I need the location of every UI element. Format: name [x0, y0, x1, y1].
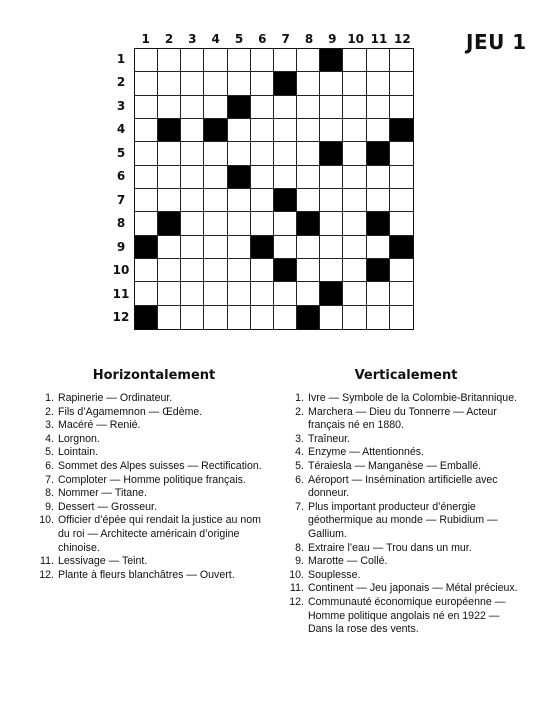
clue-number: 6. — [45, 459, 54, 472]
horizontal-clue-list — [36, 392, 272, 582]
grid-cell[interactable] — [204, 166, 227, 189]
clue-item — [286, 569, 526, 583]
grid-cell[interactable] — [204, 96, 227, 119]
grid-cell[interactable] — [367, 282, 390, 305]
grid-cell[interactable] — [181, 142, 204, 165]
grid-cell[interactable] — [274, 212, 297, 235]
clue-item — [286, 406, 526, 433]
grid-cell[interactable] — [204, 306, 227, 329]
grid-cell[interactable] — [135, 142, 158, 165]
grid-cell[interactable] — [135, 96, 158, 119]
grid-cell[interactable] — [367, 166, 390, 189]
clue-text: Nommer — Titane. — [58, 487, 147, 500]
grid-cell[interactable] — [181, 166, 204, 189]
grid-cell[interactable] — [181, 49, 204, 72]
clue-text: Lointain. — [58, 446, 99, 459]
grid-cell[interactable] — [274, 49, 297, 72]
grid-cell[interactable] — [297, 189, 320, 212]
clue-number: 12. — [39, 568, 54, 581]
grid-cell[interactable] — [390, 142, 413, 165]
grid-cell[interactable] — [204, 236, 227, 259]
grid-cell[interactable] — [251, 166, 274, 189]
grid-cell[interactable] — [297, 282, 320, 305]
clue-text: Extraire l’eau — Trou dans un mur. — [308, 541, 472, 554]
grid-cell[interactable] — [135, 166, 158, 189]
grid-cell[interactable] — [228, 119, 251, 142]
grid-cell[interactable] — [181, 96, 204, 119]
grid-cell[interactable] — [320, 189, 343, 212]
grid-cell[interactable] — [204, 189, 227, 212]
clue-item — [36, 419, 272, 433]
clue-item — [36, 392, 272, 406]
grid-cell[interactable] — [228, 189, 251, 212]
grid-cell[interactable] — [367, 119, 390, 142]
grid-cell[interactable] — [158, 96, 181, 119]
grid-cell[interactable] — [158, 142, 181, 165]
clue-number: 7. — [45, 473, 54, 486]
grid-cell[interactable] — [343, 166, 366, 189]
grid-cell[interactable] — [228, 259, 251, 282]
black-cell — [228, 96, 251, 119]
black-cell — [251, 236, 274, 259]
clue-text: Comploter — Homme politique français. — [58, 473, 246, 486]
clue-item — [36, 446, 272, 460]
grid-cell[interactable] — [181, 236, 204, 259]
grid-cell[interactable] — [251, 72, 274, 95]
clue-text: Rapinerie — Ordinateur. — [58, 392, 173, 404]
grid-cell[interactable] — [228, 212, 251, 235]
clue-item — [36, 474, 272, 488]
grid-cell[interactable] — [251, 49, 274, 72]
clue-text: Dessert — Grosseur. — [58, 500, 157, 513]
grid-cell[interactable] — [367, 189, 390, 212]
grid-cell[interactable] — [274, 236, 297, 259]
clue-item — [36, 433, 272, 447]
clue-text: Lorgnon. — [58, 432, 100, 445]
grid-cell[interactable] — [297, 142, 320, 165]
clue-number: 4. — [295, 446, 304, 459]
grid-cell[interactable] — [204, 259, 227, 282]
grid-cell[interactable] — [343, 212, 366, 235]
clue-text: Communauté économique européenne — Homme politique angolais né en 1922 — Dans la rose des vents. — [308, 595, 506, 636]
grid-cell[interactable] — [135, 282, 158, 305]
grid-cell[interactable] — [181, 282, 204, 305]
grid-cell[interactable] — [181, 119, 204, 142]
grid-cell[interactable] — [343, 259, 366, 282]
column-number: 6 — [258, 32, 267, 46]
black-cell — [297, 212, 320, 235]
black-cell — [367, 212, 390, 235]
row-number: 8 — [116, 216, 126, 231]
black-cell — [228, 166, 251, 189]
clue-text: Marchera — Dieu du Tonnerre — Acteur français né en 1880. — [308, 405, 497, 432]
clue-text: Enzyme — Attentionnés. — [308, 446, 425, 459]
column-number: 3 — [188, 32, 197, 46]
grid-cell[interactable] — [158, 166, 181, 189]
row-number: 12 — [112, 310, 130, 325]
grid-cell[interactable] — [251, 142, 274, 165]
grid-cell[interactable] — [320, 212, 343, 235]
grid-cell[interactable] — [390, 282, 413, 305]
grid-cell[interactable] — [181, 259, 204, 282]
grid-cell[interactable] — [297, 96, 320, 119]
clue-number: 7. — [295, 500, 304, 513]
grid-cell[interactable] — [251, 282, 274, 305]
grid-cell[interactable] — [297, 236, 320, 259]
row-number: 11 — [112, 286, 130, 301]
black-cell — [297, 306, 320, 329]
clue-item — [286, 446, 526, 460]
grid-cell[interactable] — [343, 142, 366, 165]
grid-cell[interactable] — [274, 166, 297, 189]
column-number: 8 — [304, 32, 314, 46]
row-number: 3 — [116, 98, 126, 113]
black-cell — [158, 119, 181, 142]
black-cell — [320, 49, 343, 72]
clue-number: 4. — [45, 432, 54, 445]
grid-cell[interactable] — [390, 72, 413, 95]
row-number: 4 — [116, 122, 126, 137]
grid-cell[interactable] — [181, 72, 204, 95]
black-cell — [320, 142, 343, 165]
grid-cell[interactable] — [343, 96, 366, 119]
grid-cell[interactable] — [390, 96, 413, 119]
clue-number: 5. — [45, 446, 54, 459]
grid-cell[interactable] — [228, 306, 251, 329]
grid-cell[interactable] — [228, 282, 251, 305]
clue-number: 3. — [45, 419, 54, 432]
grid-cell[interactable] — [320, 306, 343, 329]
grid-cell[interactable] — [320, 72, 343, 95]
clue-number: 10. — [39, 514, 54, 527]
black-cell — [274, 72, 297, 95]
grid-cell[interactable] — [135, 259, 158, 282]
grid-cell[interactable] — [251, 306, 274, 329]
clue-item — [36, 514, 272, 555]
grid-cell[interactable] — [251, 96, 274, 119]
black-cell — [274, 259, 297, 282]
row-number: 7 — [116, 192, 126, 207]
grid-cell[interactable] — [320, 96, 343, 119]
grid-cell[interactable] — [343, 236, 366, 259]
row-number: 9 — [116, 239, 126, 254]
grid-cell[interactable] — [320, 119, 343, 142]
grid-cell[interactable] — [274, 282, 297, 305]
clue-text: Ivre — Symbole de la Colombie-Britannique. — [308, 392, 518, 404]
clue-item — [286, 460, 526, 474]
horizontal-clues — [36, 368, 272, 582]
grid-cell[interactable] — [274, 306, 297, 329]
grid-cell[interactable] — [297, 72, 320, 95]
clue-item — [36, 555, 272, 569]
column-number: 12 — [393, 32, 411, 46]
clue-item — [286, 392, 526, 406]
grid-cell[interactable] — [274, 96, 297, 119]
grid-cell[interactable] — [367, 96, 390, 119]
grid-cell[interactable] — [251, 189, 274, 212]
clue-item — [286, 501, 526, 542]
grid-cell[interactable] — [297, 259, 320, 282]
vertical-heading: Verticalement — [354, 368, 458, 383]
clue-number: 5. — [295, 459, 304, 472]
black-cell — [367, 142, 390, 165]
clue-number: 1. — [295, 392, 304, 404]
clue-number: 10. — [289, 568, 304, 581]
grid-cell[interactable] — [297, 119, 320, 142]
clue-number: 6. — [295, 473, 304, 486]
grid-cell[interactable] — [228, 142, 251, 165]
clue-item — [286, 474, 526, 501]
grid-cell[interactable] — [158, 282, 181, 305]
grid-cell[interactable] — [158, 72, 181, 95]
clue-text: Marotte — Collé. — [308, 555, 388, 568]
column-number: 10 — [347, 32, 365, 46]
clue-number: 11. — [290, 582, 304, 595]
clue-item — [36, 460, 272, 474]
clue-text: Traîneur. — [308, 432, 351, 445]
grid-cell[interactable] — [320, 166, 343, 189]
clue-item — [36, 569, 272, 583]
black-cell — [367, 259, 390, 282]
clue-number: 12. — [289, 595, 304, 608]
clue-item — [286, 582, 526, 596]
grid-cell[interactable] — [390, 189, 413, 212]
grid-cell[interactable] — [274, 119, 297, 142]
grid-cell[interactable] — [367, 72, 390, 95]
clue-number: 1. — [45, 392, 54, 404]
grid-cell[interactable] — [343, 306, 366, 329]
grid-cell[interactable] — [204, 212, 227, 235]
grid-cell[interactable] — [135, 189, 158, 212]
grid-cell[interactable] — [251, 119, 274, 142]
grid-cell[interactable] — [343, 282, 366, 305]
grid-cell[interactable] — [297, 166, 320, 189]
grid-cell[interactable] — [228, 49, 251, 72]
grid-cell[interactable] — [251, 212, 274, 235]
vertical-clues — [286, 368, 526, 637]
column-number: 11 — [370, 32, 388, 46]
black-cell — [204, 119, 227, 142]
column-number: 2 — [164, 32, 174, 46]
grid-cell[interactable] — [367, 236, 390, 259]
black-cell — [274, 189, 297, 212]
clue-item — [286, 433, 526, 447]
grid-cell[interactable] — [204, 282, 227, 305]
row-number: 5 — [116, 145, 126, 160]
clue-text: Aéroport — Insémination artificielle avec donneur. — [308, 473, 498, 500]
clue-text: Macéré — Renié. — [58, 419, 141, 432]
vertical-clue-list — [286, 392, 526, 637]
clue-item — [36, 487, 272, 501]
grid-cell[interactable] — [320, 259, 343, 282]
clue-number: 2. — [295, 405, 304, 418]
black-cell — [390, 236, 413, 259]
clue-text: Continent — Jeu japonais — Métal précieux. — [308, 582, 518, 595]
grid-cell[interactable] — [158, 259, 181, 282]
clue-text: Téraiesla — Manganèse — Emballé. — [308, 459, 482, 472]
grid-cell[interactable] — [181, 189, 204, 212]
grid-cell[interactable] — [297, 49, 320, 72]
crossword-grid — [134, 48, 414, 330]
grid-cell[interactable] — [228, 236, 251, 259]
clue-number: 2. — [45, 405, 54, 418]
grid-cell[interactable] — [135, 72, 158, 95]
grid-cell[interactable] — [181, 212, 204, 235]
grid-cell[interactable] — [390, 259, 413, 282]
clue-text: Sommet des Alpes suisses — Rectification. — [58, 459, 262, 472]
column-number: 5 — [234, 32, 244, 46]
clue-text: Souplesse. — [308, 568, 361, 581]
grid-cell[interactable] — [251, 259, 274, 282]
clue-number: 8. — [45, 487, 54, 500]
grid-cell[interactable] — [343, 119, 366, 142]
black-cell — [320, 282, 343, 305]
grid-cell[interactable] — [390, 166, 413, 189]
clue-item — [286, 542, 526, 556]
grid-cell[interactable] — [320, 236, 343, 259]
grid-cell[interactable] — [343, 72, 366, 95]
clue-text: Lessivage — Teint. — [58, 555, 148, 568]
row-number: 10 — [112, 263, 130, 278]
grid-cell[interactable] — [343, 49, 366, 72]
row-number: 6 — [116, 169, 126, 184]
grid-cell[interactable] — [343, 189, 366, 212]
grid-cell[interactable] — [204, 49, 227, 72]
grid-cell[interactable] — [204, 142, 227, 165]
black-cell — [135, 306, 158, 329]
clue-number: 8. — [295, 541, 304, 554]
column-number: 7 — [281, 32, 290, 46]
grid-cell[interactable] — [390, 306, 413, 329]
clue-text: Officier d’épée qui rendait la justice au nom du roi — Architecte américain d’origine chinoise. — [58, 514, 261, 554]
grid-cell[interactable] — [204, 72, 227, 95]
black-cell — [158, 212, 181, 235]
clue-item — [36, 501, 272, 515]
clue-item — [286, 555, 526, 569]
grid-cell[interactable] — [135, 212, 158, 235]
grid-cell[interactable] — [367, 49, 390, 72]
grid-cell[interactable] — [367, 306, 390, 329]
clue-number: 9. — [295, 555, 304, 568]
grid-cell[interactable] — [158, 189, 181, 212]
grid-cell[interactable] — [158, 306, 181, 329]
puzzle-title: JEU 1 — [466, 30, 527, 54]
clue-number: 3. — [295, 432, 304, 445]
grid-cell[interactable] — [158, 236, 181, 259]
grid-cell[interactable] — [390, 49, 413, 72]
column-number: 4 — [211, 32, 220, 46]
grid-cell[interactable] — [158, 49, 181, 72]
clue-item — [286, 596, 526, 637]
column-number: 9 — [328, 32, 337, 46]
column-number: 1 — [141, 32, 150, 46]
black-cell — [390, 119, 413, 142]
grid-cell[interactable] — [228, 72, 251, 95]
grid-cell[interactable] — [135, 119, 158, 142]
grid-cell[interactable] — [390, 212, 413, 235]
grid-cell[interactable] — [135, 49, 158, 72]
clue-text: Plus important producteur d’énergie géothermique au monde — Rubidium — Gallium. — [308, 500, 498, 540]
clue-text: Fils d’Agamemnon — Œdème. — [58, 405, 203, 418]
clue-item — [36, 406, 272, 420]
black-cell — [135, 236, 158, 259]
row-number: 2 — [116, 75, 126, 90]
clue-number: 9. — [45, 500, 54, 513]
grid-cell[interactable] — [274, 142, 297, 165]
clue-number: 11. — [40, 555, 54, 568]
clue-text: Plante à fleurs blanchâtres — Ouvert. — [58, 568, 235, 581]
grid-cell[interactable] — [181, 306, 204, 329]
horizontal-heading: Horizontalement — [92, 368, 216, 383]
row-number: 1 — [116, 51, 126, 66]
